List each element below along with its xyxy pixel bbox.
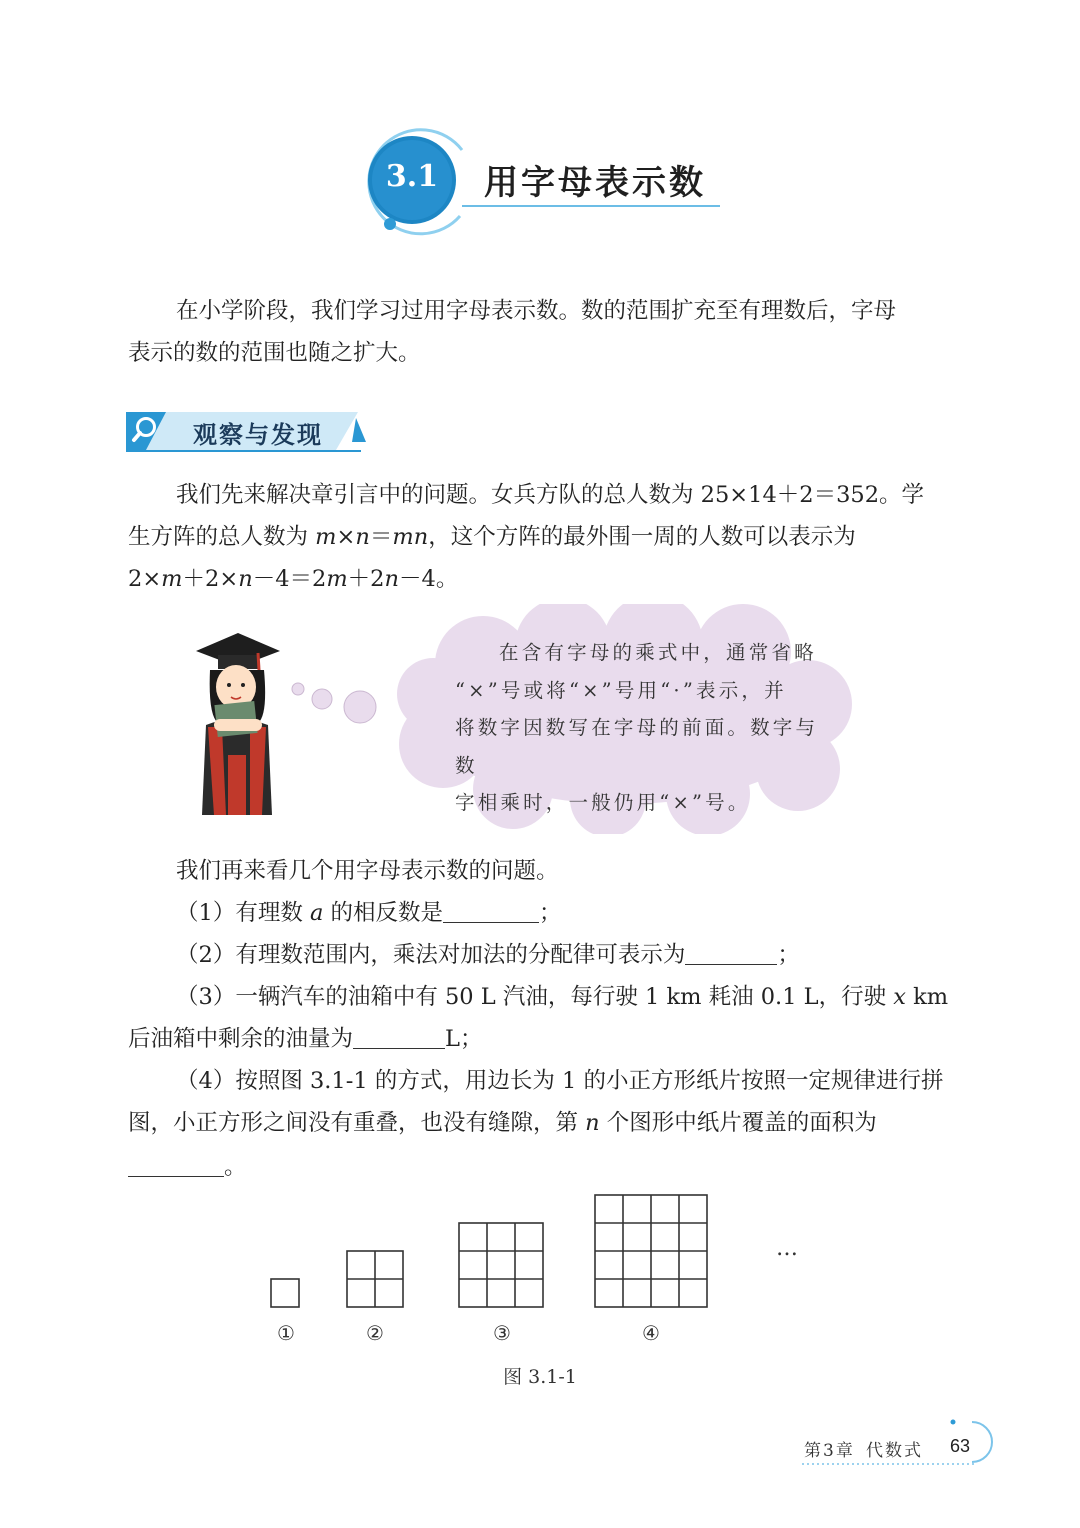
banner-flag-icon — [350, 416, 370, 446]
var-a: a — [309, 900, 324, 926]
figure-label-3: ③ — [493, 1321, 511, 1345]
intro-paragraph-cont — [128, 332, 954, 374]
question-1 — [128, 892, 954, 934]
magnifier-icon — [130, 414, 162, 446]
p2-line-3-block — [128, 558, 954, 600]
var-x: x — [893, 984, 906, 1010]
figure-ellipsis: … — [776, 1236, 798, 1261]
var-m: m — [315, 524, 337, 550]
grid-4 — [595, 1195, 707, 1307]
p3-lead — [128, 850, 954, 892]
bubble-line-1: 在含有字母的乘式中，通常省略 — [499, 641, 817, 664]
grid-3 — [459, 1223, 543, 1307]
var-m: m — [326, 566, 348, 592]
footer-decoration — [796, 1414, 996, 1470]
section-number: 3.1 — [385, 159, 439, 194]
figure-label-2: ② — [366, 1321, 384, 1345]
q3-text: km — [905, 984, 949, 1010]
q4-answer-blank[interactable] — [128, 1154, 224, 1177]
p2-text: × — [336, 524, 356, 550]
section-title: 用字母表示数 — [484, 163, 706, 203]
q3-text: （3）一辆汽车的油箱中有 50 L 汽油，每行驶 1 km 耗油 0.1 L，行驶 — [176, 984, 894, 1010]
observe-label: 观察与发现 — [193, 421, 323, 449]
q1-text: 的相反数是 — [323, 900, 444, 926]
q1-answer-blank[interactable] — [443, 900, 539, 923]
var-n: n — [384, 566, 399, 592]
figure-label-1: ① — [277, 1321, 295, 1345]
intro-line-2: 表示的数的范围也随之扩大。 — [128, 340, 421, 366]
bubble-line-3: 将数字因数写在字母的前面。数字与数 — [455, 716, 819, 777]
bubble-line-2: “×”号或将“×”号用“·”表示，并 — [455, 678, 787, 702]
q1-end: ； — [539, 900, 562, 926]
q4-text: 图，小正方形之间没有重叠，也没有缝隙，第 — [128, 1110, 586, 1136]
question-2 — [128, 934, 954, 976]
question-4-line-1 — [128, 1060, 954, 1102]
footer-chapter-title: 代数式 — [866, 1441, 923, 1461]
graduate-student-illustration — [188, 615, 288, 825]
var-mn: mn — [392, 524, 429, 550]
p2-text: ＋2 — [347, 566, 385, 592]
q2-end: ； — [777, 942, 800, 968]
q3-end: L； — [445, 1026, 483, 1052]
q3-answer-blank[interactable] — [353, 1026, 445, 1049]
var-m: m — [161, 566, 183, 592]
question-3-line-2 — [128, 1018, 954, 1060]
grid-2 — [347, 1251, 403, 1307]
p2-text: 2× — [128, 566, 162, 592]
p2-text: ＝ — [369, 524, 393, 550]
footer-chapter: 第3章 — [804, 1441, 855, 1461]
p2-text: ，这个方阵的最外围一周的人数可以表示为 — [428, 524, 856, 550]
intro-line-1: 在小学阶段，我们学习过用字母表示数。数的范围扩充至有理数后，字母 — [176, 298, 897, 324]
thought-dots — [288, 675, 388, 725]
q1-text: （1）有理数 — [176, 900, 310, 926]
question-4-line-2 — [128, 1102, 954, 1144]
q3-text: 后油箱中剩余的油量为 — [128, 1026, 354, 1052]
figure-label-4: ④ — [642, 1321, 660, 1345]
question-4-line-3 — [128, 1146, 954, 1188]
page-number: 63 — [950, 1436, 971, 1456]
var-n: n — [355, 524, 370, 550]
bubble-line-4: 字相乘时，一般仍用“×”号。 — [455, 791, 751, 814]
p3-lead-text: 我们再来看几个用字母表示数的问题。 — [176, 858, 559, 884]
p2-line-1-block — [128, 474, 954, 516]
intro-paragraph — [128, 290, 954, 332]
figure-square-grids — [260, 1188, 820, 1313]
grid-1 — [271, 1279, 299, 1307]
var-n: n — [238, 566, 253, 592]
p2-line-2-block — [128, 516, 954, 558]
q2-answer-blank[interactable] — [685, 942, 777, 965]
p2-text: 生方阵的总人数为 — [128, 524, 316, 550]
q4-text: 个图形中纸片覆盖的面积为 — [599, 1110, 877, 1136]
q2-text: （2）有理数范围内，乘法对加法的分配律可表示为 — [176, 942, 686, 968]
question-3-line-1 — [128, 976, 954, 1018]
var-n: n — [585, 1110, 600, 1136]
q4-text: （4）按照图 3.1-1 的方式，用边长为 1 的小正方形纸片按照一定规律进行拼 — [176, 1068, 944, 1094]
p2-text: －4。 — [399, 566, 459, 592]
thought-cloud-text — [455, 634, 835, 822]
figure-caption: 图 3.1-1 — [503, 1366, 577, 1388]
q4-end: 。 — [224, 1154, 247, 1180]
p2-text: ＋2× — [182, 566, 239, 592]
p2-text: －4＝2 — [252, 566, 327, 592]
p2-line-1: 我们先来解决章引言中的问题。女兵方队的总人数为 25×14＋2＝352。学 — [176, 482, 925, 508]
